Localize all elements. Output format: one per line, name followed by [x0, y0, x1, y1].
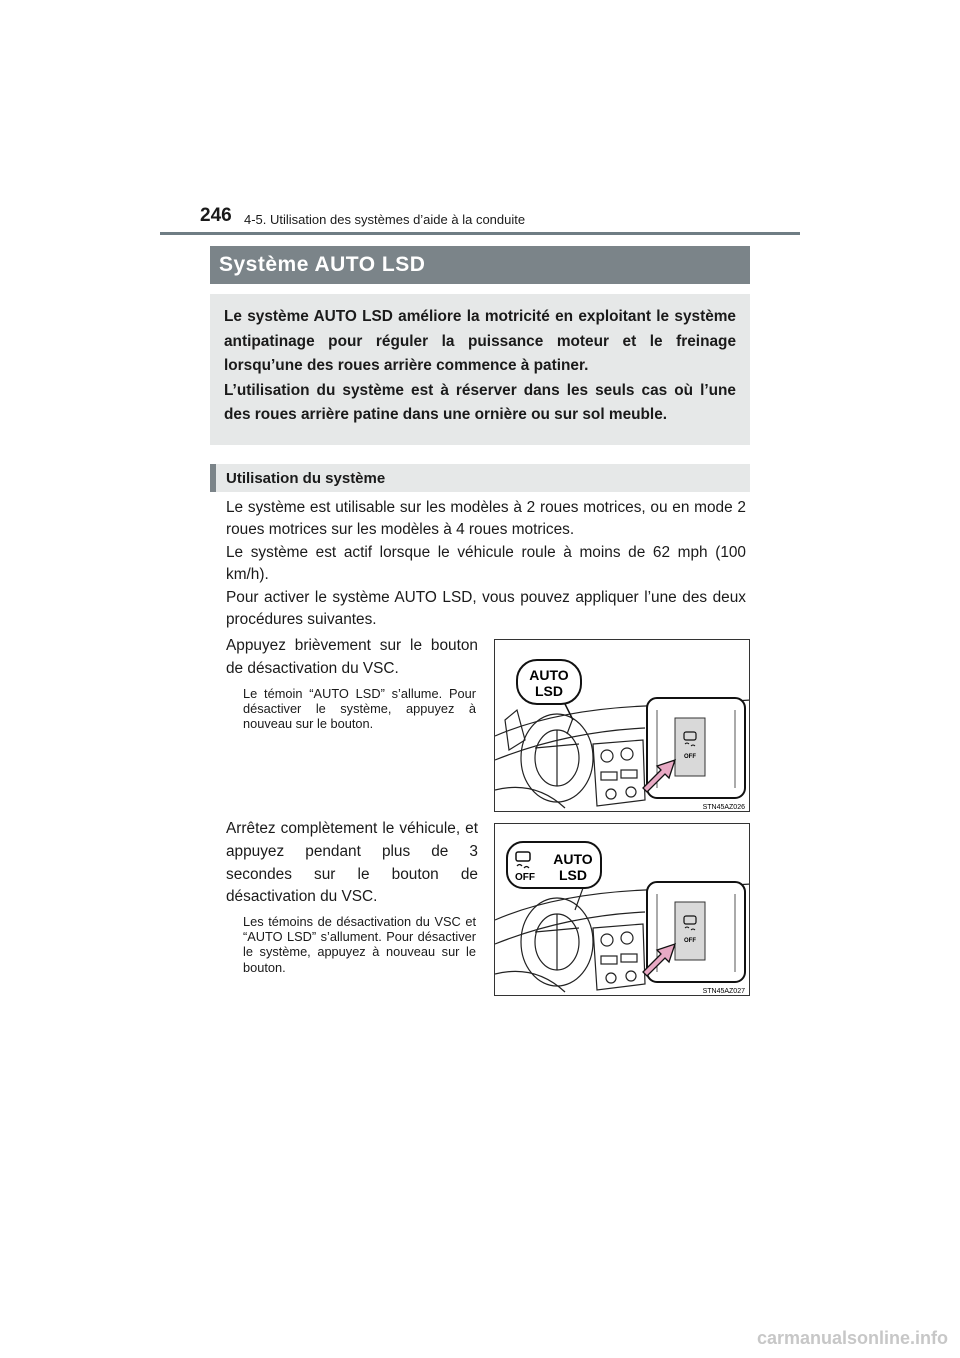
intro-box	[210, 294, 750, 445]
body-text	[226, 497, 746, 631]
step2-illustration	[494, 823, 750, 996]
step2-text: Arrêtez complètement le véhicule, et appuyez pendant plus de 3 secondes sur le bouton de désactivation du VSC.	[226, 820, 478, 906]
body-paragraph-2: Le système est actif lorsque le véhicule roule à moins de 62 mph (100 km/h).	[226, 543, 746, 584]
step2-callout-auto: AUTO	[553, 851, 593, 867]
step1-figure-code: STN45AZ026	[702, 804, 745, 811]
step2-note: Les témoins de désactivation du VSC et “AUTO LSD” s’allument. Pour désactiver le système, appuyez à nouveau sur le bouton.	[243, 914, 476, 975]
watermark: carmanualsonline.info	[756, 1328, 948, 1348]
dashboard-drawing-1	[495, 640, 750, 812]
step2-off-label: OFF	[515, 872, 535, 883]
subsection-heading	[210, 464, 750, 492]
subsection-label: Utilisation du système	[226, 469, 386, 487]
step2-button-off-label: OFF	[684, 938, 696, 944]
step1-callout-auto: AUTO	[529, 667, 569, 683]
page-title: Système AUTO LSD	[210, 246, 750, 284]
dashboard-drawing-2	[495, 824, 750, 996]
intro-paragraph-1: Le système AUTO LSD améliore la motricité en exploitant le système antipatinage pour réguler la puissance moteur et le freinage lorsqu’une des roues arrière commence à patiner.	[224, 308, 736, 374]
step2-figure-code: STN45AZ027	[702, 988, 745, 995]
body-paragraph-1: Le système est utilisable sur les modèles à 2 roues motrices, ou en mode 2 roues motrices sur les modèles à 4 roues motrices.	[226, 499, 746, 539]
body-paragraph-3: Pour activer le système AUTO LSD, vous pouvez appliquer l’une des deux procédures suivantes.	[226, 588, 746, 629]
intro-paragraph-2: L’utilisation du système est à réserver dans les seuls cas où l’une des roues arrière patine dans une ornière ou sur sol meuble.	[224, 381, 736, 423]
header-rule	[160, 232, 800, 235]
step1-text: Appuyez brièvement sur le bouton de désactivation du VSC.	[226, 637, 478, 677]
step1-button-off-label: OFF	[684, 754, 696, 760]
step2-callout-lsd: LSD	[559, 867, 587, 883]
page-number: 246	[200, 205, 232, 226]
section-heading: 4-5. Utilisation des systèmes d’aide à la conduite	[244, 212, 526, 227]
step1-callout-lsd: LSD	[535, 683, 563, 699]
step1-note: Le témoin “AUTO LSD” s’allume. Pour désactiver le système, appuyez à nouveau sur le bouton.	[243, 686, 476, 732]
step1-illustration	[494, 639, 750, 812]
